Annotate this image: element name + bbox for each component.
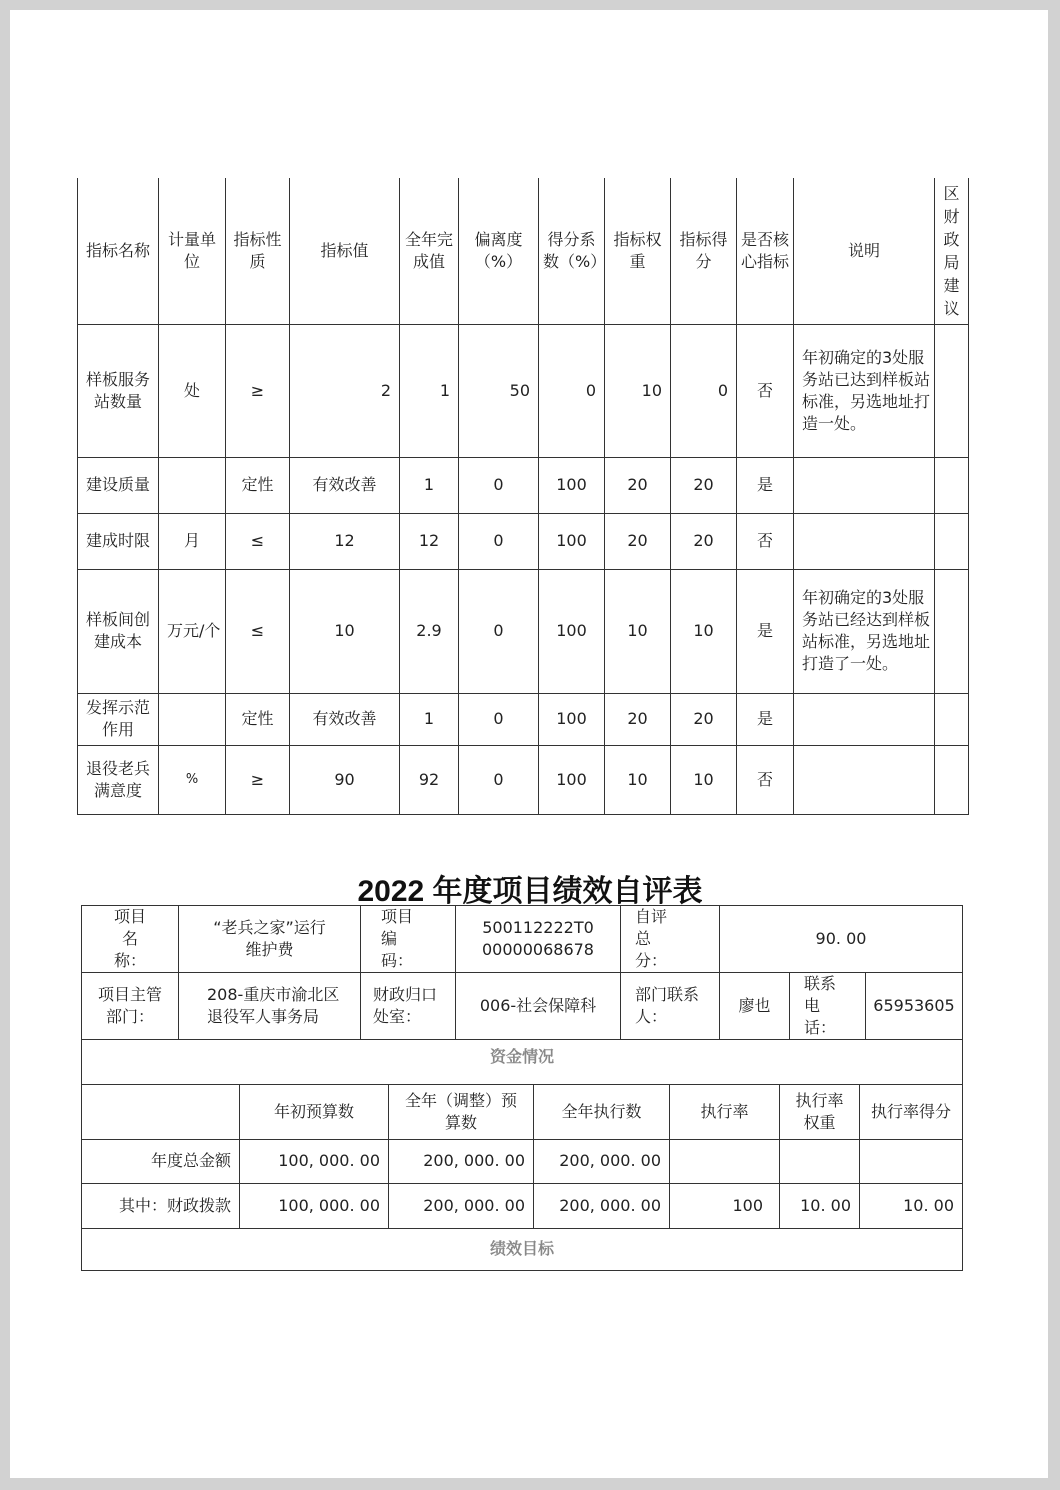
cell: ≤: [226, 569, 290, 693]
header-score-coef: 得分系数（%）: [539, 178, 605, 324]
cell: 万元/个: [159, 569, 226, 693]
contact-value: 廖也: [720, 973, 790, 1040]
cell: 1: [400, 693, 459, 745]
cell: 0: [459, 513, 539, 569]
funds-section-row: [82, 1031, 963, 1084]
cell: [935, 513, 969, 569]
project-name-value: “老兵之家”运行维护费: [179, 906, 361, 973]
table-row: [78, 457, 969, 513]
cell: 0: [459, 693, 539, 745]
cell: 年度总金额: [82, 1139, 240, 1183]
cell: 200, 000. 00: [389, 1139, 534, 1183]
cell: [670, 1139, 780, 1183]
header-exec-rate: 执行率: [670, 1084, 780, 1139]
cell: 2.9: [400, 569, 459, 693]
form-title: 2022 年度项目绩效自评表: [357, 875, 703, 908]
document-page: [10, 10, 1048, 1478]
table-row: [78, 745, 969, 814]
cell: 92: [400, 745, 459, 814]
cell: 10. 00: [780, 1183, 860, 1228]
cell: 20: [671, 457, 737, 513]
header-weight: 指标权重: [605, 178, 671, 324]
cell: 发挥示范作用: [78, 693, 159, 745]
cell: 10: [605, 569, 671, 693]
dept-label: 项目主管部门：: [82, 973, 179, 1040]
project-code-value: 500112222T000000068678: [456, 906, 621, 973]
cell: 100: [539, 693, 605, 745]
project-info-row: [82, 906, 963, 973]
cell: 100: [539, 569, 605, 693]
cell: 200, 000. 00: [534, 1139, 670, 1183]
cell: 否: [737, 513, 794, 569]
indicator-header-row: [78, 178, 969, 324]
phone-label: 联系电话：: [790, 973, 866, 1040]
cell: 0: [459, 569, 539, 693]
office-value: 006-社会保障科: [456, 973, 621, 1040]
cell: [935, 745, 969, 814]
cell: 0: [671, 324, 737, 457]
header-core: 是否核心指标: [737, 178, 794, 324]
cell: [935, 457, 969, 513]
project-info-table: [81, 905, 963, 1040]
funds-header-row: [82, 1084, 963, 1139]
header-score: 指标得分: [671, 178, 737, 324]
cell: 是: [737, 693, 794, 745]
table-row: [78, 569, 969, 693]
funds-section-title: 资金情况: [82, 1031, 963, 1084]
cell: 2: [290, 324, 400, 457]
header-exec-weight: 执行率权重: [780, 1084, 860, 1139]
cell: 定性: [226, 457, 290, 513]
contact-label: 部门联系人：: [621, 973, 720, 1040]
table-row: [78, 513, 969, 569]
cell: ≤: [226, 513, 290, 569]
cell: 有效改善: [290, 693, 400, 745]
project-name-label: 项目名称：: [82, 906, 179, 973]
cell: 10: [671, 745, 737, 814]
cell: 0: [459, 457, 539, 513]
cell: %: [159, 745, 226, 814]
cell: 100: [539, 513, 605, 569]
header-indicator-name: 指标名称: [78, 178, 159, 324]
cell-note: 年初确定的3处服务站已达到样板站标准，另选地址打造一处。: [794, 324, 935, 457]
cell: 12: [290, 513, 400, 569]
cell: ≥: [226, 745, 290, 814]
cell: [935, 569, 969, 693]
office-label: 财政归口处室：: [361, 973, 456, 1040]
cell: 20: [605, 457, 671, 513]
cell: [860, 1139, 963, 1183]
phone-value: 65953605: [866, 973, 963, 1040]
cell: 处: [159, 324, 226, 457]
cell: 200, 000. 00: [389, 1183, 534, 1228]
header-unit: 计量单位: [159, 178, 226, 324]
cell: 20: [671, 693, 737, 745]
project-code-label: 项目编码：: [361, 906, 456, 973]
header-completed: 全年完成值: [400, 178, 459, 324]
cell: 0: [459, 745, 539, 814]
cell-note: [794, 745, 935, 814]
cell: [159, 457, 226, 513]
header-nature: 指标性质: [226, 178, 290, 324]
header-note: 说明: [794, 178, 935, 324]
dept-value: 208-重庆市渝北区退役军人事务局: [179, 973, 361, 1040]
cell: [935, 324, 969, 457]
project-info-row: [82, 973, 963, 1040]
header-value: 指标值: [290, 178, 400, 324]
cell: 100: [539, 745, 605, 814]
cell: 90: [290, 745, 400, 814]
cell: 100: [670, 1183, 780, 1228]
cell: 20: [605, 513, 671, 569]
cell: 建设质量: [78, 457, 159, 513]
cell-note: 年初确定的3处服务站已经达到样板站标准，另选地址打造了一处。: [794, 569, 935, 693]
cell: 200, 000. 00: [534, 1183, 670, 1228]
cell: 其中：财政拨款: [82, 1183, 240, 1228]
cell: 1: [400, 457, 459, 513]
performance-goals-title: 绩效目标: [82, 1228, 963, 1270]
cell: 0: [539, 324, 605, 457]
score-value: 90. 00: [720, 906, 963, 973]
cell: 是: [737, 569, 794, 693]
cell: 10: [605, 745, 671, 814]
header-finance-advice: 区财政局建议: [935, 178, 969, 324]
cell: 否: [737, 324, 794, 457]
table-row: [78, 324, 969, 457]
header-deviation: 偏离度（%）: [459, 178, 539, 324]
cell: 定性: [226, 693, 290, 745]
table-row: [82, 1139, 963, 1183]
header-initial-budget: 年初预算数: [240, 1084, 389, 1139]
cell: [935, 693, 969, 745]
cell: 10: [671, 569, 737, 693]
cell: 有效改善: [290, 457, 400, 513]
cell: 是: [737, 457, 794, 513]
cell: 100, 000. 00: [240, 1183, 389, 1228]
header-executed: 全年执行数: [534, 1084, 670, 1139]
table-row: [78, 693, 969, 745]
cell: 建成时限: [78, 513, 159, 569]
header-exec-score: 执行率得分: [860, 1084, 963, 1139]
cell: 样板间创建成本: [78, 569, 159, 693]
header-empty: [82, 1084, 240, 1139]
cell: ≥: [226, 324, 290, 457]
cell: 20: [671, 513, 737, 569]
cell: 10. 00: [860, 1183, 963, 1228]
cell: 月: [159, 513, 226, 569]
header-adjusted-budget: 全年（调整）预算数: [389, 1084, 534, 1139]
cell: 20: [605, 693, 671, 745]
cell-note: [794, 693, 935, 745]
performance-section-row: [82, 1228, 963, 1270]
cell-note: [794, 457, 935, 513]
cell: 50: [459, 324, 539, 457]
funds-table: [81, 1031, 963, 1271]
cell: [780, 1139, 860, 1183]
cell: 退役老兵满意度: [78, 745, 159, 814]
score-label: 自评总分：: [621, 906, 720, 973]
cell: 100, 000. 00: [240, 1139, 389, 1183]
indicator-table: [77, 178, 969, 815]
cell: 100: [539, 457, 605, 513]
table-row: [82, 1183, 963, 1228]
cell: 样板服务站数量: [78, 324, 159, 457]
cell: 12: [400, 513, 459, 569]
cell: 1: [400, 324, 459, 457]
cell: 否: [737, 745, 794, 814]
cell-note: [794, 513, 935, 569]
cell: 10: [290, 569, 400, 693]
cell: [159, 693, 226, 745]
cell: 10: [605, 324, 671, 457]
